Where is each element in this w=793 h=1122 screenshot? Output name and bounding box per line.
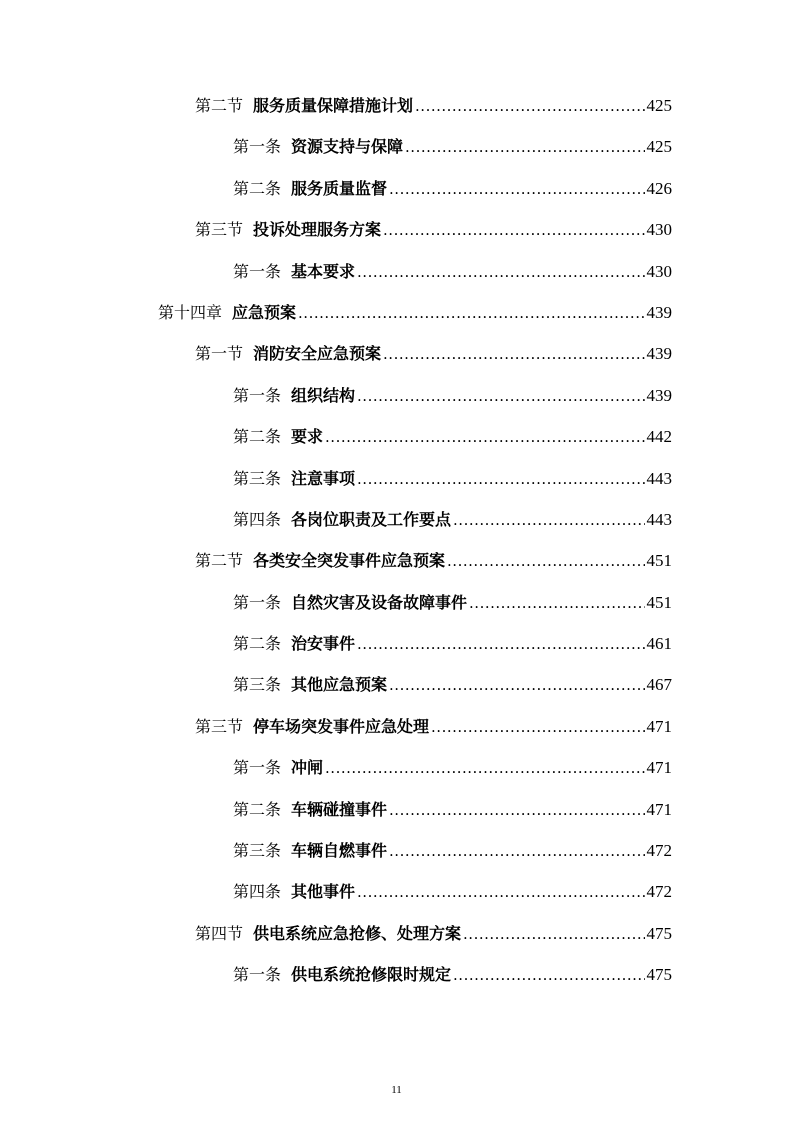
toc-entry[interactable]	[0, 458, 793, 499]
toc-entry-title: 供电系统应急抢修、处理方案	[253, 923, 462, 943]
toc-entry[interactable]	[0, 333, 793, 374]
dot-leader	[357, 624, 644, 665]
toc-entry-number: 第二条	[233, 178, 282, 198]
toc-entry-title: 要求	[291, 427, 324, 447]
toc-entry-title: 车辆自燃事件	[291, 841, 388, 861]
dot-leader	[357, 376, 644, 417]
toc-entry-page: 443	[646, 468, 672, 488]
toc-entry-title: 消防安全应急预案	[253, 344, 382, 364]
toc-entry-page: 451	[646, 551, 672, 571]
toc-entry-page: 475	[646, 965, 672, 985]
toc-entry-number: 第四条	[233, 882, 282, 902]
dot-leader	[383, 334, 644, 375]
dot-leader	[357, 252, 644, 293]
toc-entry[interactable]	[0, 830, 793, 871]
toc-entry[interactable]	[0, 871, 793, 912]
toc-entry-number: 第三条	[233, 675, 282, 695]
toc-entry[interactable]	[0, 292, 793, 333]
toc-entry-number: 第一条	[233, 965, 282, 985]
toc-entry[interactable]	[0, 209, 793, 250]
toc-entry-number: 第四条	[233, 509, 282, 529]
toc-entry-title: 其他应急预案	[291, 675, 388, 695]
toc-entry-number: 第二条	[233, 427, 282, 447]
toc-entry-page: 430	[646, 220, 672, 240]
toc-entry-page: 439	[646, 385, 672, 405]
toc-entry-page: 425	[646, 96, 672, 115]
toc-entry-title: 注意事项	[291, 468, 356, 488]
toc-entry[interactable]	[0, 747, 793, 788]
dot-leader	[415, 86, 644, 127]
toc-entry-page: 471	[646, 716, 672, 736]
toc-entry-page: 443	[646, 509, 672, 529]
toc-entry[interactable]	[0, 168, 793, 209]
toc-entry-title: 服务质量监督	[291, 178, 388, 198]
dot-leader	[389, 831, 644, 872]
toc-entry-page: 472	[646, 882, 672, 902]
table-of-contents	[0, 85, 793, 996]
toc-entry-title: 治安事件	[291, 634, 356, 654]
dot-leader	[463, 914, 644, 955]
toc-entry-number: 第一条	[233, 592, 282, 612]
toc-entry-number: 第二节	[195, 96, 244, 115]
toc-entry-page: 442	[646, 427, 672, 447]
dot-leader	[389, 169, 644, 210]
toc-entry-title: 其他事件	[291, 882, 356, 902]
toc-entry-number: 第二节	[195, 551, 244, 571]
toc-entry-number: 第一条	[233, 758, 282, 778]
dot-leader	[447, 541, 644, 582]
toc-entry[interactable]	[0, 540, 793, 581]
dot-leader	[325, 748, 644, 789]
toc-entry[interactable]	[0, 954, 793, 995]
dot-leader	[469, 583, 644, 624]
toc-entry-title: 服务质量保障措施计划	[253, 96, 414, 115]
toc-entry-title: 基本要求	[291, 261, 356, 281]
toc-entry-number: 第二条	[233, 799, 282, 819]
dot-leader	[325, 417, 644, 458]
toc-entry-number: 第三条	[233, 468, 282, 488]
toc-entry[interactable]	[0, 85, 793, 126]
dot-leader	[431, 707, 644, 748]
toc-entry-page: 426	[646, 178, 672, 198]
toc-entry-title: 自然灾害及设备故障事件	[291, 592, 468, 612]
toc-entry-title: 资源支持与保障	[291, 137, 404, 157]
toc-entry[interactable]	[0, 664, 793, 705]
toc-entry[interactable]	[0, 499, 793, 540]
toc-entry-page: 425	[646, 137, 672, 157]
toc-entry-page: 472	[646, 841, 672, 861]
toc-entry-page: 451	[646, 592, 672, 612]
toc-entry[interactable]	[0, 789, 793, 830]
dot-leader	[298, 293, 644, 334]
dot-leader	[453, 955, 644, 996]
toc-entry[interactable]	[0, 416, 793, 457]
toc-entry-page: 461	[646, 634, 672, 654]
toc-entry[interactable]	[0, 582, 793, 623]
toc-entry[interactable]	[0, 126, 793, 167]
toc-entry-number: 第二条	[233, 634, 282, 654]
toc-entry-number: 第三条	[233, 841, 282, 861]
toc-entry[interactable]	[0, 251, 793, 292]
dot-leader	[389, 665, 644, 706]
toc-entry-page: 467	[646, 675, 672, 695]
toc-entry-number: 第一条	[233, 385, 282, 405]
toc-entry-page: 475	[646, 923, 672, 943]
dot-leader	[405, 127, 644, 168]
toc-entry-title: 各类安全突发事件应急预案	[253, 551, 446, 571]
toc-entry[interactable]	[0, 913, 793, 954]
toc-entry[interactable]	[0, 375, 793, 416]
toc-entry-page: 439	[646, 302, 672, 322]
toc-entry-title: 供电系统抢修限时规定	[291, 965, 452, 985]
toc-entry[interactable]	[0, 623, 793, 664]
toc-entry-number: 第一条	[233, 261, 282, 281]
toc-entry-title: 各岗位职责及工作要点	[291, 509, 452, 529]
toc-entry-number: 第一节	[195, 344, 244, 364]
toc-entry-number: 第四节	[195, 923, 244, 943]
dot-leader	[357, 872, 644, 913]
toc-entry-title: 车辆碰撞事件	[291, 799, 388, 819]
toc-entry-page: 471	[646, 799, 672, 819]
toc-entry-title: 应急预案	[232, 302, 297, 322]
page-number: 11	[391, 1084, 402, 1096]
toc-entry-page: 439	[646, 344, 672, 364]
dot-leader	[453, 500, 644, 541]
toc-entry-title: 冲闸	[291, 758, 324, 778]
toc-entry-page: 471	[646, 758, 672, 778]
toc-entry-number: 第十四章	[158, 302, 223, 322]
toc-entry-title: 停车场突发事件应急处理	[253, 716, 430, 736]
toc-entry-title: 组织结构	[291, 385, 356, 405]
toc-entry[interactable]	[0, 706, 793, 747]
toc-entry-page: 430	[646, 261, 672, 281]
dot-leader	[357, 459, 644, 500]
toc-entry-number: 第三节	[195, 220, 244, 240]
toc-entry-title: 投诉处理服务方案	[253, 220, 382, 240]
toc-entry-number: 第一条	[233, 137, 282, 157]
dot-leader	[389, 790, 644, 831]
dot-leader	[383, 210, 644, 251]
toc-entry-number: 第三节	[195, 716, 244, 736]
